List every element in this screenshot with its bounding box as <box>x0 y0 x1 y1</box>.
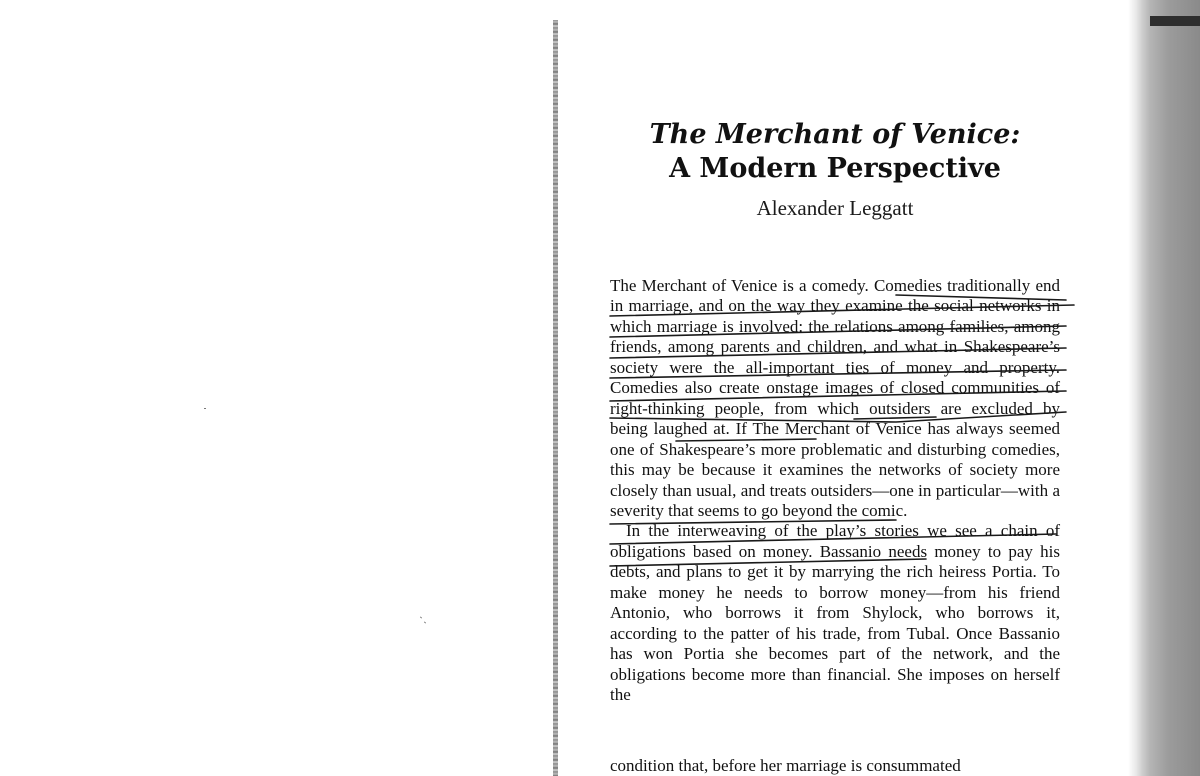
author-name: Alexander Leggatt <box>756 196 914 220</box>
cutoff-text: condition that, before her marriage is consummated <box>610 756 961 775</box>
page-edge-dark-strip <box>1150 16 1200 26</box>
cutoff-text-line <box>610 756 1060 776</box>
blank-left-page <box>0 0 548 776</box>
handwritten-underlines <box>596 276 1076 576</box>
page-edge-shadow <box>1128 0 1200 776</box>
book-gutter-binding <box>553 20 558 776</box>
scan-speck <box>420 616 422 618</box>
chapter-subtitle: A Modern Perspective <box>669 153 1001 184</box>
paragraph-1: The Merchant of Venice is a comedy. Comedies traditionally end in marriage, and on the way they examine the social networks in which marriage is involved: the relations among families, among friends, among parents and children, and what in Shakespeare’s society were the all-important ties of money and property. Comedies also create onstage images of closed communities of right-thinking people, from which outsiders are excluded by being laughed at. If The Merchant of Venice has always seemed one of Shakespeare’s more problematic and disturbing comedies, this may be because it examines the networks of society more closely than usual, and treats outsiders—one in particular—with a severity that seems to go beyond the comic. <box>610 276 1060 520</box>
paragraph-2: In the interweaving of the play’s stories we see a chain of obligations based on money. Bassanio needs money to pay his debts, and plans to get it by marrying the rich heiress Portia. To make money he needs to borrow money—from his friend Antonio, who borrows it from Shylock, who borrows it, according to the patter of his trade, from Tubal. Once Bassanio has won Portia she becomes part of the network, and the obligations become more than financial. She imposes on herself the <box>610 521 1060 705</box>
chapter-title: The Merchant of Venice: <box>649 119 1021 150</box>
chapter-heading <box>610 118 1060 222</box>
scan-speck <box>424 621 426 623</box>
scan-speck <box>204 408 206 409</box>
